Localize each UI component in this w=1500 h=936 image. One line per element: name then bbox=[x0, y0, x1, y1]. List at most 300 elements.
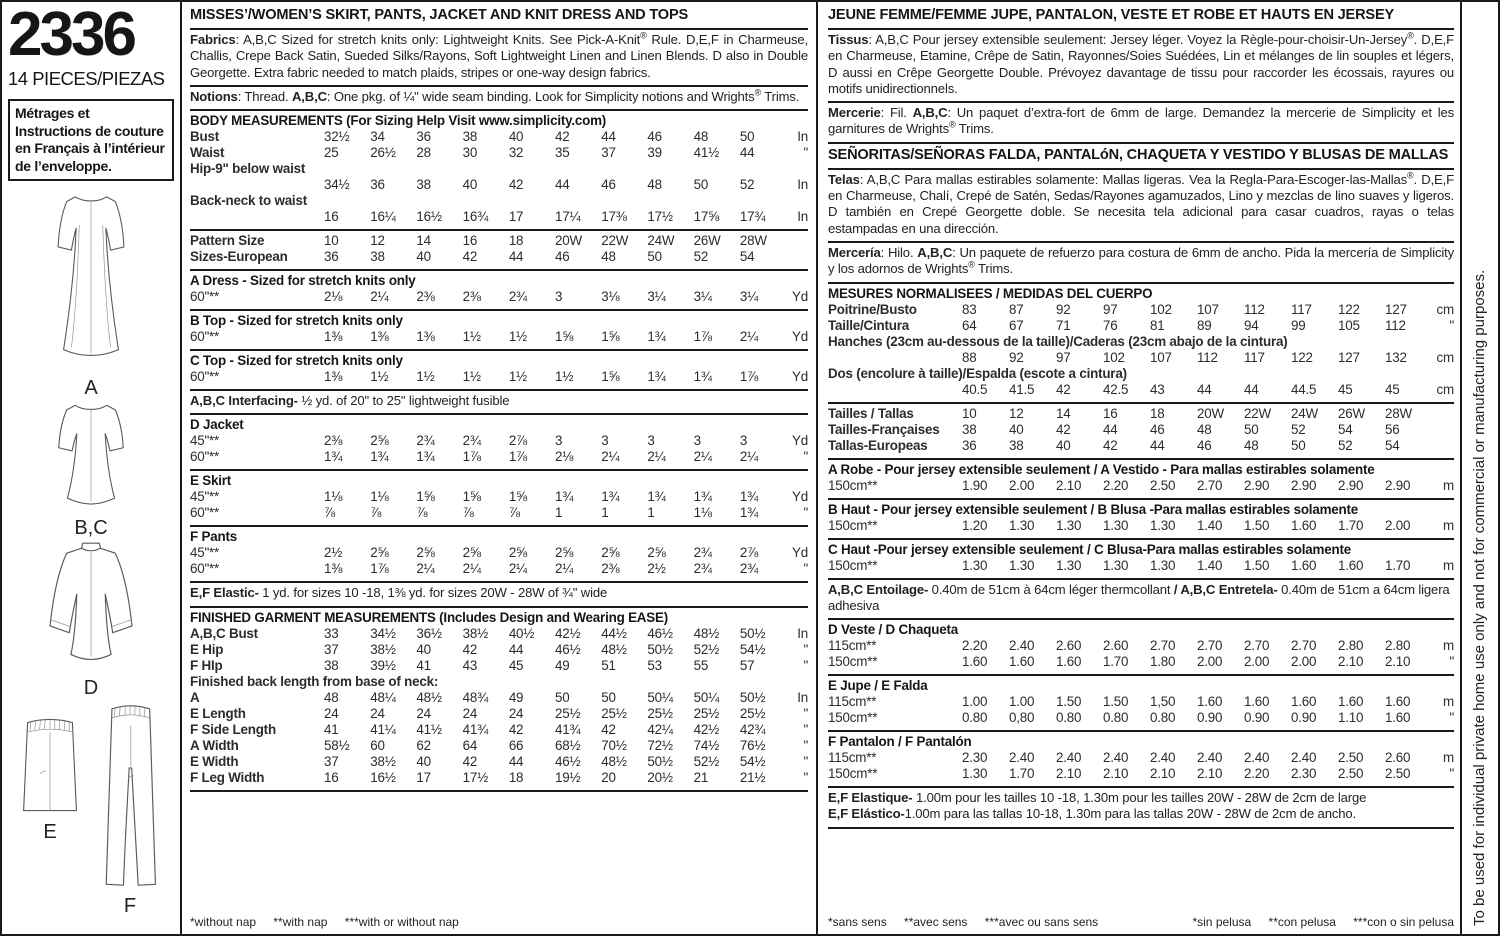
left-panel bbox=[2, 2, 182, 934]
value-cell: 2.50 bbox=[1338, 766, 1364, 782]
value-cell: 38½ bbox=[370, 641, 396, 657]
row-values bbox=[962, 406, 1432, 422]
table-row bbox=[828, 638, 1454, 654]
value-cell: 1¾ bbox=[324, 449, 343, 465]
value-cell: 102 bbox=[1150, 301, 1172, 317]
row-label: 45"** bbox=[190, 545, 220, 561]
value-cell: 25½ bbox=[647, 705, 673, 721]
value-cell: 1.00 bbox=[1009, 694, 1035, 710]
value-cell: 1.30 bbox=[962, 766, 988, 782]
row-label: Bust bbox=[190, 129, 219, 145]
value-cell: 1.20 bbox=[962, 517, 988, 533]
value-cell: 14 bbox=[1056, 405, 1071, 421]
value-cell: 2⅜ bbox=[416, 289, 435, 305]
value-cell: 12 bbox=[1009, 405, 1024, 421]
value-cell: 1⅞ bbox=[462, 449, 481, 465]
unit-cell: " bbox=[803, 145, 808, 161]
value-cell: 1.60 bbox=[1197, 694, 1223, 710]
row-label: Hip-9" below waist bbox=[190, 161, 306, 177]
value-cell: 2.20 bbox=[1244, 766, 1270, 782]
value-cell: 12 bbox=[370, 233, 385, 249]
row-values bbox=[324, 754, 786, 770]
text-segment: 1.00m para las tallas 10-18, 1.30m para las tallas 20W - 28W de 2cm de ancho. bbox=[904, 806, 1356, 822]
value-cell: 1.40 bbox=[1197, 517, 1223, 533]
value-cell: 44 bbox=[1197, 381, 1212, 397]
value-cell: 2.10 bbox=[1150, 766, 1176, 782]
value-cell: 45 bbox=[1385, 381, 1400, 397]
value-cell: 1½ bbox=[508, 369, 528, 385]
value-cell: 132 bbox=[1385, 349, 1407, 365]
value-cell: 50½ bbox=[739, 689, 766, 705]
value-cell: 2¾ bbox=[508, 289, 528, 305]
value-cell: 3 bbox=[739, 433, 748, 449]
value-cell: 66 bbox=[508, 737, 524, 753]
value-cell: 1.30 bbox=[1150, 557, 1176, 573]
table-row bbox=[190, 369, 808, 385]
value-cell: 38 bbox=[462, 129, 478, 145]
value-cell: 2.40 bbox=[1244, 750, 1270, 766]
text-segment: 0.40m de 51cm a 64cm ligera adhesiva bbox=[828, 581, 1450, 613]
row-label: 60"** bbox=[190, 289, 220, 305]
fabrics-paragraph bbox=[190, 30, 808, 87]
value-cell: 2⅝ bbox=[370, 433, 389, 449]
value-cell: 16½ bbox=[370, 769, 396, 785]
value-cell: 2.60 bbox=[1056, 638, 1082, 654]
value-cell: 44 bbox=[739, 145, 755, 161]
table-row bbox=[190, 674, 808, 690]
text-segment: : Fil. bbox=[880, 105, 913, 121]
value-cell: 1.80 bbox=[1150, 654, 1176, 670]
value-cell: 18 bbox=[508, 769, 524, 785]
garment-views bbox=[8, 189, 174, 936]
section-f-pantalon bbox=[828, 732, 1454, 788]
garment-bc-label: B,C bbox=[74, 517, 108, 539]
value-cell: 50 bbox=[693, 177, 709, 193]
value-cell: 1⅞ bbox=[508, 449, 528, 465]
garment-f-view bbox=[88, 699, 172, 917]
row-label: E Length bbox=[190, 705, 246, 721]
value-cell: 99 bbox=[1291, 317, 1306, 333]
value-cell: 1.60 bbox=[962, 654, 988, 670]
value-cell: 48 bbox=[1244, 437, 1259, 453]
value-cell: 36 bbox=[962, 437, 977, 453]
value-cell: 48 bbox=[693, 129, 709, 145]
value-cell: 1.30 bbox=[1103, 517, 1129, 533]
value-cell: 38 bbox=[324, 657, 339, 673]
row-values bbox=[324, 369, 786, 385]
value-cell: 2.10 bbox=[1338, 654, 1364, 670]
section-heading: D Jacket bbox=[190, 417, 244, 433]
value-cell: 52 bbox=[1338, 437, 1353, 453]
footnote-avec-sens: **avec sens bbox=[904, 915, 968, 929]
value-cell: 38 bbox=[416, 177, 431, 193]
value-cell: 16 bbox=[324, 769, 339, 785]
row-values bbox=[962, 350, 1432, 366]
value-cell: 34½ bbox=[370, 625, 396, 641]
value-cell: 40 bbox=[416, 249, 431, 265]
value-cell: 48½ bbox=[693, 625, 720, 641]
value-cell: 107 bbox=[1197, 301, 1219, 317]
value-cell: 44 bbox=[508, 641, 524, 657]
value-cell: 71 bbox=[1056, 317, 1071, 333]
value-cell: 2.70 bbox=[1150, 638, 1176, 654]
value-cell: 1.70 bbox=[1103, 654, 1129, 670]
value-cell: 34½ bbox=[324, 177, 350, 193]
footnote-sans-sens: *sans sens bbox=[828, 915, 887, 929]
value-cell: 1½ bbox=[462, 369, 481, 385]
column-divider bbox=[816, 2, 818, 934]
mesures-table bbox=[828, 284, 1454, 404]
side-strip bbox=[1462, 2, 1500, 934]
section-heading: E Skirt bbox=[190, 473, 232, 489]
value-cell: 3⅛ bbox=[601, 289, 620, 305]
unit-cell: " bbox=[803, 769, 808, 785]
value-cell: 122 bbox=[1291, 349, 1313, 365]
value-cell: 57 bbox=[739, 657, 755, 673]
section-note bbox=[828, 790, 1454, 806]
spanish-title: SEÑORITAS/SEÑORAS FALDA, PANTALóN, CHAQUETA Y VESTIDO Y BLUSAS DE MALLAS bbox=[828, 144, 1454, 170]
table-row bbox=[828, 382, 1454, 398]
value-cell: 1.50 bbox=[1244, 557, 1270, 573]
row-label: 150cm** bbox=[828, 766, 878, 782]
row-label: A Width bbox=[190, 737, 239, 753]
value-cell: 72½ bbox=[647, 737, 673, 753]
value-cell: 60 bbox=[370, 737, 385, 753]
row-label: Poitrine/Busto bbox=[828, 301, 917, 317]
text-segment: ® bbox=[1407, 30, 1414, 41]
value-cell: 1,50 bbox=[1150, 694, 1176, 710]
value-cell: 17⅝ bbox=[693, 209, 720, 225]
unit-cell bbox=[786, 233, 808, 249]
row-values bbox=[324, 722, 786, 738]
value-cell: 26W bbox=[693, 233, 721, 249]
table-row bbox=[190, 161, 808, 177]
value-cell: 52½ bbox=[693, 641, 720, 657]
garment-bc-illustration bbox=[41, 399, 141, 517]
value-cell: 55 bbox=[693, 657, 709, 673]
unit-cell bbox=[1432, 406, 1454, 422]
value-cell: 87 bbox=[1009, 301, 1024, 317]
value-cell: 1½ bbox=[555, 369, 574, 385]
value-cell: 46½ bbox=[555, 641, 581, 657]
row-values bbox=[324, 177, 786, 193]
value-cell: 49 bbox=[508, 689, 524, 705]
row-values bbox=[962, 302, 1432, 318]
value-cell: 22W bbox=[1244, 405, 1271, 421]
value-cell: 17¼ bbox=[555, 209, 581, 225]
text-segment: Mercerie bbox=[828, 105, 881, 121]
value-cell: 3¼ bbox=[739, 289, 759, 305]
text-segment: . D,E,F en Charmeuse, Chalí, Crepé de Satén, Sedas/Rayones agamuzados, Lino y mezclas de lino suaves y ligeros. D también en Crepé Georgette doble. Se necesita tela adicional para casar cuadros, rayas o telas estampadas en una dirección. bbox=[828, 171, 1454, 236]
value-cell: 3 bbox=[647, 433, 655, 449]
value-cell: 3 bbox=[555, 433, 563, 449]
text-segment: A,B,C bbox=[292, 88, 327, 104]
value-cell: 2¼ bbox=[508, 561, 528, 577]
text-segment: A,B,C Interfacing- bbox=[190, 393, 298, 409]
table-row bbox=[190, 129, 808, 145]
value-cell: 2⅞ bbox=[508, 433, 528, 449]
value-cell: 35 bbox=[555, 145, 570, 161]
section-heading: F Pants bbox=[190, 529, 237, 545]
row-values bbox=[962, 438, 1432, 454]
row-label: Finished back length from base of neck: bbox=[190, 673, 439, 689]
value-cell: 52 bbox=[1291, 421, 1306, 437]
value-cell: 2¼ bbox=[739, 329, 759, 345]
table-row bbox=[828, 422, 1454, 438]
value-cell: 1 bbox=[601, 505, 609, 521]
value-cell: 42 bbox=[1056, 381, 1071, 397]
value-cell: 2.30 bbox=[1291, 766, 1317, 782]
value-cell: 2⅝ bbox=[370, 545, 389, 561]
value-cell: 52 bbox=[739, 177, 755, 193]
value-cell: 1⅞ bbox=[370, 561, 389, 577]
value-cell: 46 bbox=[647, 129, 662, 145]
table-row bbox=[828, 478, 1454, 494]
value-cell: 2¼ bbox=[370, 289, 389, 305]
value-cell: 25 bbox=[324, 145, 339, 161]
value-cell: ⅞ bbox=[324, 505, 335, 521]
table-row bbox=[828, 438, 1454, 454]
row-label: Dos (encolure à taille)/Espalda (escote a cintura) bbox=[828, 365, 1127, 381]
value-cell: 42 bbox=[462, 753, 478, 769]
text-segment: : Un paquet d’extra-fort de 6mm de large. Demandez la mercerie de Simplicity et les garnitures de Wrights bbox=[828, 105, 1454, 137]
row-values bbox=[324, 770, 786, 786]
value-cell: 112 bbox=[1385, 317, 1406, 333]
value-cell: 2⅝ bbox=[462, 545, 481, 561]
unit-cell: In bbox=[797, 129, 808, 145]
text-segment: ½ yd. of 20" to 25" lightweight fusible bbox=[297, 393, 510, 409]
value-cell: 18 bbox=[1150, 405, 1165, 421]
value-cell: 2.10 bbox=[1385, 654, 1411, 670]
section-heading: D Veste / D Chaqueta bbox=[828, 622, 958, 638]
row-values bbox=[962, 318, 1432, 334]
value-cell: 42¾ bbox=[739, 721, 766, 737]
value-cell: 1.60 bbox=[1291, 694, 1317, 710]
unit-cell: m bbox=[1443, 477, 1454, 493]
value-cell: 17¾ bbox=[739, 209, 766, 225]
row-label: 115cm** bbox=[828, 750, 877, 766]
value-cell: 25½ bbox=[601, 705, 627, 721]
unit-cell: " bbox=[803, 505, 808, 521]
value-cell: 24 bbox=[416, 705, 431, 721]
table-row bbox=[828, 366, 1454, 382]
section-f-pants bbox=[190, 527, 808, 583]
unit-cell: cm bbox=[1436, 381, 1454, 397]
mercerie-paragraph bbox=[828, 103, 1454, 144]
value-cell: 2.40 bbox=[1056, 750, 1082, 766]
row-values bbox=[962, 654, 1432, 670]
unit-cell: In bbox=[797, 209, 808, 225]
home-use-notice: To be used for individual private home use only and not for commercial or manufacturing purposes. bbox=[1471, 269, 1488, 926]
value-cell: 1.30 bbox=[1103, 557, 1129, 573]
section-note bbox=[828, 806, 1454, 822]
row-values bbox=[324, 449, 786, 465]
value-cell: 2.70 bbox=[1197, 477, 1223, 493]
row-values bbox=[324, 545, 786, 561]
value-cell: 2.40 bbox=[1103, 750, 1129, 766]
value-cell: 16 bbox=[462, 233, 478, 249]
value-cell: 1.40 bbox=[1197, 557, 1223, 573]
value-cell: 1.50 bbox=[1103, 694, 1129, 710]
table-row bbox=[828, 406, 1454, 422]
value-cell: 2.60 bbox=[1385, 750, 1411, 766]
value-cell: 1.70 bbox=[1338, 517, 1364, 533]
value-cell: 2.00 bbox=[1197, 654, 1223, 670]
value-cell: 0.90 bbox=[1291, 710, 1317, 726]
value-cell: 41 bbox=[324, 721, 339, 737]
row-label: 115cm** bbox=[828, 638, 877, 654]
row-values bbox=[962, 694, 1432, 710]
row-label: F Leg Width bbox=[190, 769, 265, 785]
unit-cell: m bbox=[1443, 694, 1454, 710]
value-cell: 64 bbox=[462, 737, 478, 753]
text-segment: Mercería bbox=[828, 244, 881, 260]
telas-paragraph bbox=[828, 170, 1454, 243]
value-cell: 1⅝ bbox=[555, 329, 574, 345]
unit-cell: m bbox=[1443, 517, 1454, 533]
row-label: F Side Length bbox=[190, 721, 276, 737]
value-cell: 42 bbox=[1056, 421, 1071, 437]
row-values bbox=[962, 638, 1432, 654]
value-cell: 50 bbox=[1291, 437, 1306, 453]
value-cell: 2¾ bbox=[416, 433, 435, 449]
table-row bbox=[190, 505, 808, 521]
value-cell: 2.40 bbox=[1009, 750, 1035, 766]
value-cell: 2.50 bbox=[1338, 750, 1364, 766]
row-label: 150cm** bbox=[828, 654, 878, 670]
row-label: 150cm** bbox=[828, 710, 878, 726]
unit-cell: m bbox=[1443, 638, 1454, 654]
value-cell: 2.00 bbox=[1385, 517, 1411, 533]
value-cell: 2⅝ bbox=[555, 545, 574, 561]
row-label: 60"** bbox=[190, 505, 220, 521]
value-cell: 88 bbox=[962, 349, 977, 365]
text-segment: : A,B,C Para mallas estirables solamente: Mallas ligeras. Vea la Regla-Para-Escoger-las-Mallas bbox=[859, 171, 1408, 187]
value-cell: 2.50 bbox=[1150, 477, 1176, 493]
value-cell: 2¼ bbox=[693, 449, 712, 465]
finished-garment-heading: FINISHED GARMENT MEASUREMENTS (Includes Design and Wearing EASE) bbox=[190, 609, 668, 625]
value-cell: 3 bbox=[601, 433, 609, 449]
value-cell: 32½ bbox=[324, 129, 350, 145]
value-cell: 20W bbox=[555, 233, 582, 249]
row-values bbox=[962, 766, 1432, 782]
value-cell: 50½ bbox=[647, 641, 673, 657]
value-cell: ⅞ bbox=[370, 505, 382, 521]
table-row bbox=[190, 626, 808, 642]
row-label: 60"** bbox=[190, 561, 220, 577]
value-cell: 0.80 bbox=[1056, 710, 1082, 726]
value-cell: 107 bbox=[1150, 349, 1172, 365]
value-cell: 2⅜ bbox=[324, 433, 343, 449]
value-cell: 2.10 bbox=[1056, 766, 1082, 782]
garment-a-illustration bbox=[39, 189, 143, 377]
unit-cell bbox=[1432, 422, 1454, 438]
value-cell: 41¼ bbox=[370, 721, 396, 737]
value-cell: 19½ bbox=[555, 769, 581, 785]
value-cell: 76½ bbox=[739, 737, 766, 753]
row-label: 150cm** bbox=[828, 517, 878, 533]
table-row bbox=[828, 334, 1454, 350]
unit-cell: " bbox=[803, 705, 808, 721]
value-cell: 48¼ bbox=[370, 689, 396, 705]
value-cell: 16¾ bbox=[462, 209, 489, 225]
text-segment: E,F Elástico- bbox=[828, 806, 905, 822]
value-cell: 42.5 bbox=[1103, 381, 1129, 397]
value-cell: 1 bbox=[555, 505, 563, 521]
value-cell: 45 bbox=[508, 657, 524, 673]
value-cell: 25½ bbox=[739, 705, 766, 721]
table-row bbox=[190, 770, 808, 786]
row-values bbox=[324, 489, 786, 505]
value-cell: 2½ bbox=[324, 545, 343, 561]
table-row bbox=[828, 350, 1454, 366]
text-segment: ® bbox=[1407, 170, 1414, 181]
section-note bbox=[190, 393, 808, 409]
value-cell: 38 bbox=[370, 249, 385, 265]
value-cell: 68½ bbox=[555, 737, 581, 753]
table-row bbox=[828, 750, 1454, 766]
section-note bbox=[828, 582, 1454, 615]
row-label: 150cm** bbox=[828, 477, 878, 493]
row-label: Sizes-European bbox=[190, 249, 288, 265]
table-row bbox=[190, 690, 808, 706]
unit-cell bbox=[1432, 438, 1454, 454]
row-values bbox=[324, 209, 786, 225]
value-cell: 1⅝ bbox=[462, 489, 481, 505]
footnote-with-or-without-nap: ***with or without nap bbox=[344, 915, 459, 929]
unit-cell: " bbox=[1449, 654, 1454, 670]
value-cell: 49 bbox=[555, 657, 570, 673]
table-row bbox=[190, 233, 808, 249]
value-cell: 2.10 bbox=[1056, 477, 1082, 493]
section-d-jacket bbox=[190, 415, 808, 471]
table-row bbox=[828, 318, 1454, 334]
value-cell: 1.00 bbox=[962, 694, 988, 710]
value-cell: 24 bbox=[324, 705, 339, 721]
unit-cell: Yd bbox=[792, 369, 808, 385]
sens-footnotes bbox=[828, 915, 1112, 930]
value-cell: 40 bbox=[416, 753, 431, 769]
pattern-number: 2336 bbox=[8, 0, 134, 69]
value-cell: 42 bbox=[1103, 437, 1118, 453]
value-cell: 36 bbox=[324, 249, 339, 265]
row-label bbox=[828, 350, 962, 366]
value-cell: 2.70 bbox=[1197, 638, 1223, 654]
value-cell: 127 bbox=[1385, 301, 1407, 317]
text-segment: . D,E,F en Charmeuse, Etamine, Crêpe de Satin, Rayonnes/Soies Suédées, Lin et mélanges de lin souples et légers, D aussi en Crêpe Georgette Double. Prévoyez davantage de tissu pour raccorder les écossais, rayures ou motifs unidirectionnels. bbox=[828, 32, 1454, 96]
table-row bbox=[190, 642, 808, 658]
value-cell: 117 bbox=[1291, 301, 1312, 317]
unit-cell: " bbox=[803, 561, 808, 577]
text-segment: Notions bbox=[190, 88, 238, 104]
value-cell: 2¼ bbox=[647, 449, 666, 465]
value-cell: 52 bbox=[693, 249, 709, 265]
value-cell: 40 bbox=[1009, 421, 1024, 437]
text-segment: 0.40m de 51cm à 64cm léger thermcollant bbox=[928, 581, 1174, 597]
mesures-heading: MESURES NORMALISEES / MEDIDAS DEL CUERPO bbox=[828, 285, 1153, 301]
row-label bbox=[190, 209, 324, 225]
row-label: Tailles / Tallas bbox=[828, 405, 914, 421]
value-cell: 2⅝ bbox=[508, 545, 528, 561]
value-cell: 1⅜ bbox=[416, 329, 435, 345]
table-row bbox=[828, 302, 1454, 318]
value-cell: 50 bbox=[555, 689, 570, 705]
value-cell: 112 bbox=[1244, 301, 1265, 317]
section-b-top bbox=[190, 311, 808, 351]
value-cell: 40 bbox=[1056, 437, 1071, 453]
value-cell: 26W bbox=[1338, 405, 1365, 421]
row-values bbox=[324, 561, 786, 577]
